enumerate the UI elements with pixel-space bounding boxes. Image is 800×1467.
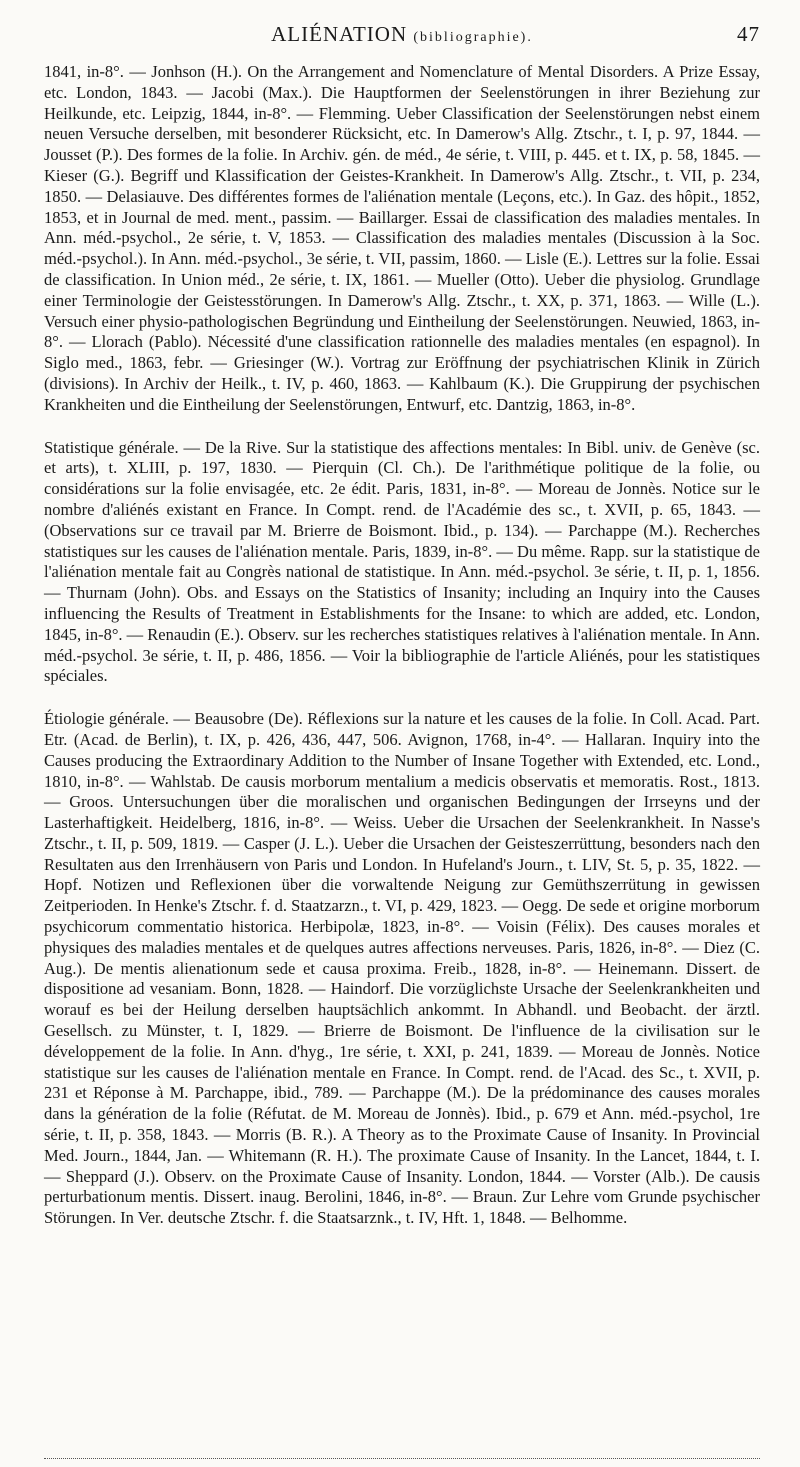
running-head: [44, 22, 760, 58]
bottom-rule: [44, 1458, 760, 1459]
bibliography-paragraph-classification: 1841, in-8°. — Jonhson (H.). On the Arrangement and Nomenclature of Mental Disorders. A Prize Essay, etc. London, 1843. — Jacobi (Max.). Die Hauptformen der Seelenstörungen in ihrer Beziehung zur Heilkunde, etc. Leipzig, 1844, in-8°. — Flemming. Ueber Classification der Seelenstörungen nebst einem neuen Versuche derselben, mit besonderer Rücksicht, etc. In Damerow's Allg. Ztschr., t. I, p. 97, 1844. — Jousset (P.). Des formes de la folie. In Archiv. gén. de méd., 4e série, t. VIII, p. 445. et t. IX, p. 58, 1845. — Kieser (G.). Begriff und Klassification der Geistes-Krankheit. In Damerow's Allg. Ztschr., t. VII, p. 234, 1850. — Delasiauve. Des différentes formes de l'aliénation mentale (Leçons, etc.). In Gaz. des hôpit., 1852, 1853, et in Journal de med. ment., passim. — Baillarger. Essai de classification des maladies mentales. In Ann. méd.-psychol., 2e série, t. V, 1853. — Classification des maladies mentales (Discussion à la Soc. méd.-psychol.). In Ann. méd.-psychol., 3e série, t. VII, passim, 1860. — Lisle (E.). Lettres sur la folie. Essai de classification. In Union méd., 2e série, t. IX, 1861. — Mueller (Otto). Ueber die physiolog. Grundlage einer Terminologie der Geistesstörungen. In Damerow's Allg. Ztschr., t. XX, p. 371, 1863. — Wille (L.). Versuch einer physio-pathologischen Begründung und Eintheilung der Seelenstörungen. Neuwied, 1863, in-8°. — Llorach (Pablo). Nécessité d'une classification rationnelle des maladies mentales (en espagnol). In Siglo med., 1863, febr. — Griesinger (W.). Vortrag zur Eröffnung der psychiatrischen Klinik in Zürich (divisions). In Archiv der Heilk., t. IV, p. 460, 1863. — Kahlbaum (K.). Die Gruppirung der psychischen Krankheiten und die Eintheilung der Seelenstörungen, Entwurf, etc. Dantzig, 1863, in-8°.: [44, 62, 760, 414]
bibliography-body: [44, 62, 760, 1229]
bibliography-paragraph-etiology: Étiologie générale. — Beausobre (De). Réflexions sur la nature et les causes de la folie. In Coll. Acad. Part. Etr. (Acad. de Berlin), t. IX, p. 426, 436, 447, 506. Avignon, 1768, in-4°. — Hallaran. Inquiry into the Causes producing the Extraordinary Addition to the Number of Insane Together with Extended, etc. Lond., 1810, in-8°. — Wahlstab. De causis morborum mentalium a medicis observatis et memoratis. Rost., 1813. — Groos. Untersuchungen über die moralischen und organischen Bedingungen der Irrseyns und der Lasterhaftigkeit. Heidelberg, 1816, in-8°. — Weiss. Ueber die Ursachen der Seelenkrankheit. In Nasse's Ztschr., t. II, p. 509, 1819. — Casper (J. L.). Ueber die Ursachen der Geisteszerrüttung, besonders nach den Resultaten aus den Irrenhäusern von Paris und London. In Hufeland's Journ., t. LIV, St. 5, p. 35, 1822. — Hopf. Notizen und Reflexionen über die vorwaltende Neigung zur Gemüthszerrütung in gewissen Zeitperioden. In Henke's Ztschr. f. d. Staatzarzn., t. VI, p. 429, 1823. — Oegg. De sede et origine morborum psychicorum commentatio historica. Herbipolæ, 1823, in-8°. — Voisin (Félix). Des causes morales et physiques des maladies mentales et de quelques autres affections nerveuses. Paris, 1826, in-8°. — Diez (C. Aug.). De mentis alienationum sede et causa proxima. Freib., 1828, in-8°. — Heinemann. Dissert. de dispositione ad vesaniam. Bonn, 1828. — Haindorf. Die vorzüglichste Ursache der Seelenkrankheiten und worauf es bei der Heilung derselben hauptsächlich ankommt. In Abhandl. und Beobacht. der ärztl. Gesellsch. zu Münster, t. I, 1829. — Brierre de Boismont. De l'influence de la civilisation sur le développement de la folie. In Ann. d'hyg., 1re série, t. XXI, p. 241, 1839. — Moreau de Jonnès. Notice statistique sur les causes de l'aliénation mentale en France. In Compt. rend. de l'Acad. des Sc., t. XVII, p. 231 et Réponse à M. Parchappe, ibid., 789. — Parchappe (M.). De la prédominance des causes morales dans la génération de la folie (Réfutat. de M. Moreau de Jonnès). Ibid., p. 679 et Ann. méd.-psychol, 1re série, t. II, p. 358, 1843. — Morris (B. R.). A Theory as to the Proximate Cause of Insanity. In Provincial Med. Journ., 1844, Jan. — Whitemann (R. H.). The proximate Cause of Insanity. In the Lancet, 1844, t. I. — Sheppard (J.). Observ. on the Proximate Cause of Insanity. London, 1844. — Vorster (Alb.). De causis perturbationum mentis. Dissert. inaug. Berolini, 1846, in-8°. — Braun. Zur Lehre vom Grunde psychischer Störungen. In Ver. deutsche Ztschr. f. die Staatsarznk., t. IV, Hft. 1, 1848. — Belhomme.: [44, 709, 760, 1228]
running-title: ALIÉNATION: [271, 22, 408, 46]
running-subtitle: (bibliographie).: [413, 30, 533, 45]
bibliography-paragraph-statistics: Statistique générale. — De la Rive. Sur la statistique des affections mentales: In Bibl. univ. de Genève (sc. et arts), t. XLIII, p. 197, 1830. — Pierquin (Cl. Ch.). De l'arithmétique politique de la folie, ou considérations sur la folie envisagée, etc. 2e édit. Paris, 1831, in-8°. — Moreau de Jonnès. Notice sur le nombre d'aliénés existant en France. In Compt. rend. de l'Académie des sc., t. XVII, p. 65, 1843. — (Observations sur ce travail par M. Brierre de Boismont. Ibid., p. 134). — Parchappe (M.). Recherches statistiques sur les causes de l'aliénation mentale. Paris, 1839, in-8°. — Du même. Rapp. sur la statistique de l'aliénation mentale fait au Congrès national de statistique. In Ann. méd.-psychol. 3e série, t. II, p. 1, 1856. — Thurnam (John). Obs. and Essays on the Statistics of Insanity; including an Inquiry into the Causes influencing the Results of Treatment in Establishments for the Insane: to which are added, etc. London, 1845, in-8°. — Renaudin (E.). Observ. sur les recherches statistiques relatives à l'aliénation mentale. In Ann. méd.-psychol. 3e série, t. II, p. 486, 1856. — Voir la bibliographie de l'article Aliénés, pour les statistiques spéciales.: [44, 437, 760, 686]
page-number: 47: [737, 22, 760, 46]
